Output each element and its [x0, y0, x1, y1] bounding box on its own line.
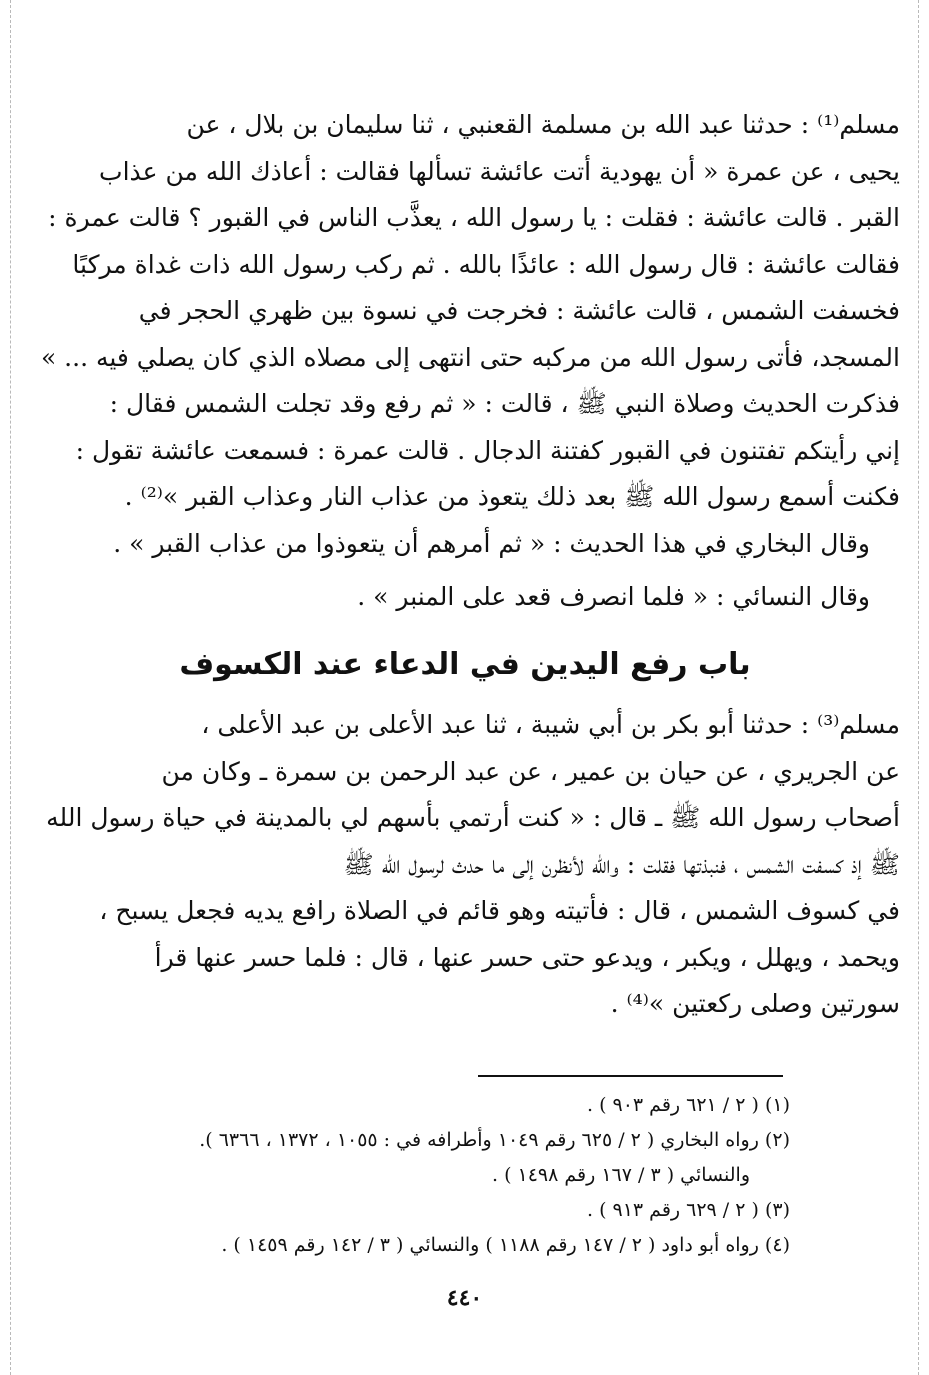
page-number: ٤٤٠: [446, 1285, 483, 1311]
text-line: ﷺ إذ كسفت الشمس ، فنبذتها فقلت : والله لأنظرن إلى ما حدث لرسول الله ﷺ: [343, 849, 900, 879]
scan-margin-line: [918, 0, 919, 1375]
hadith-muslim-paragraph: [30, 102, 900, 521]
footnote-separator: [478, 1075, 783, 1077]
text-line: في كسوف الشمس ، قال : فأتيته وهو قائم في الصلاة رافع يديه فجعل يسبح ،: [99, 896, 900, 925]
text-line: أصحاب رسول الله ﷺ ـ قال : « كنت أرتمي بأسهم لي بالمدينة في حياة رسول الله: [46, 803, 900, 832]
bukhari-note: [30, 521, 900, 568]
footnote: (٤) رواه أبو داود ( ٢ / ١٤٧ رقم ١١٨٨ ) والنسائي ( ٣ / ١٤٢ رقم ١٤٥٩ ) .: [221, 1234, 790, 1256]
text-line: وقال البخاري في هذا الحديث : « ثم أمرهم أن يتعوذوا من عذاب القبر » .: [113, 529, 870, 558]
text-line: عن الجريري ، عن حيان بن عمير ، عن عبد الرحمن بن سمرة ـ وكان من: [161, 756, 900, 786]
text-line: مسلم⁽¹⁾ : حدثنا عبد الله بن مسلمة القعنبي ، ثنا سليمان بن بلال ، عن: [186, 110, 900, 139]
text-line: وقال النسائي : « فلما انصرف قعد على المنبر » .: [357, 582, 870, 611]
text-line: ويحمد ، ويهلل ، ويكبر ، ويدعو حتى حسر عنها ، قال : فلما حسر عنها قرأ: [154, 942, 900, 972]
footnote-continuation: والنسائي ( ٣ / ١٦٧ رقم ١٤٩٨ ) .: [491, 1164, 750, 1186]
hadith-paragraph-2: [30, 702, 900, 1028]
text-line: المسجد، فأتى رسول الله من مركبه حتى انتهى إلى مصلاه الذي كان يصلي فيه ... »: [40, 342, 900, 372]
text-line: فخسفت الشمس ، قالت عائشة : فخرجت في نسوة بين ظهري الحجر في: [138, 296, 900, 325]
footnotes: [30, 1088, 790, 1263]
scan-margin-line: [10, 0, 11, 1375]
nasai-note: [30, 574, 900, 621]
text-line: سورتين وصلى ركعتين »⁽⁴⁾ .: [610, 989, 900, 1018]
footnote: (١) ( ٢ / ٦٢١ رقم ٩٠٣ ) .: [586, 1094, 790, 1116]
text-line: مسلم⁽³⁾ : حدثنا أبو بكر بن أبي شيبة ، ثنا عبد الأعلى بن عبد الأعلى ،: [201, 710, 900, 739]
footnote: (٢) رواه البخاري ( ٢ / ٦٢٥ رقم ١٠٤٩ وأطرافه في : ١٠٥٥ ، ١٣٧٢ ، ٦٣٦٦ ).: [199, 1129, 790, 1151]
text-line: إني رأيتكم تفتنون في القبور كفتنة الدجال . قالت عمرة : فسمعت عائشة تقول :: [75, 435, 900, 465]
text-line: فقالت عائشة : قال رسول الله : عائذًا بالله . ثم ركب رسول الله ذات غداة مركبًا: [72, 249, 900, 279]
text-line: فكنت أسمع رسول الله ﷺ بعد ذلك يتعوذ من عذاب النار وعذاب القبر »⁽²⁾ .: [124, 482, 900, 511]
text-line: فذكرت الحديث وصلاة النبي ﷺ ، قالت : « ثم رفع وقد تجلت الشمس فقال :: [109, 389, 900, 418]
text-line: القبر . قالت عائشة : فقلت : يا رسول الله ، يعذَّب الناس في القبور ؟ قالت عمرة :: [48, 203, 900, 232]
text-line: يحيى ، عن عمرة « أن يهودية أتت عائشة تسألها فقالت : أعاذك الله من عذاب: [99, 156, 900, 186]
chapter-heading: باب رفع اليدين في الدعاء عند الكسوف: [179, 647, 751, 682]
footnote: (٣) ( ٢ / ٦٢٩ رقم ٩١٣ ) .: [586, 1199, 790, 1221]
